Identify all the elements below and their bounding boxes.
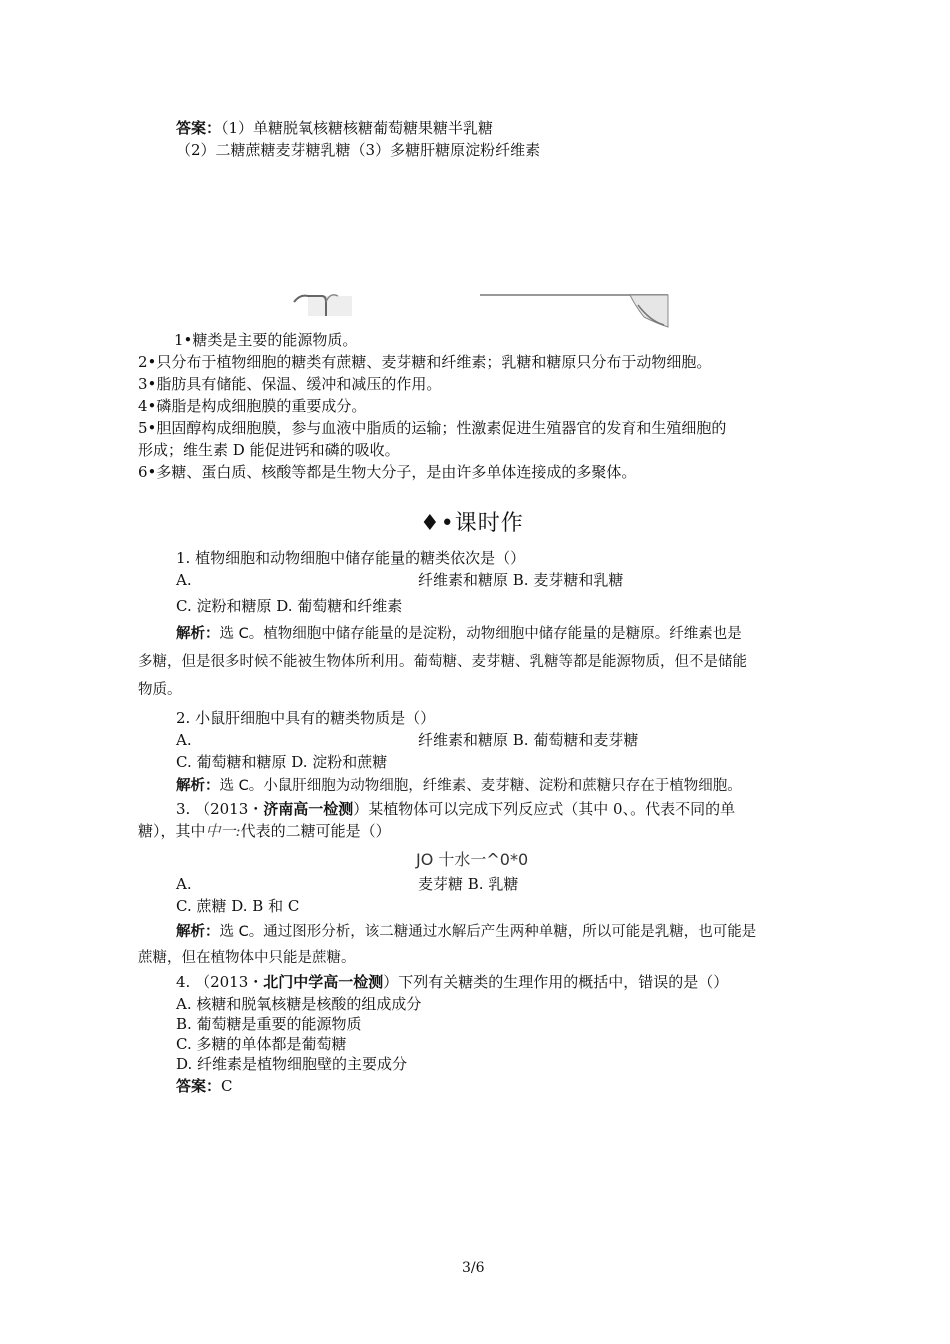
summary-item-2: 2•只分布于植物细胞的糖类有蔗糖、麦芽糖和纤维素；乳糖和糖原只分布于动物细胞。 (138, 353, 712, 371)
answer-top-line1 (176, 118, 493, 138)
q3-stem-pre: 3. （2013・ (176, 800, 264, 818)
summary-item-1: 1•糖类是主要的能源物质。 (174, 331, 358, 349)
q4-stem-pre: 4. （2013・ (176, 973, 264, 991)
banner-left-graphic (292, 290, 354, 318)
q3-stem-line2-pre: 糖），其中 (138, 822, 206, 840)
q4-stem (176, 972, 728, 992)
q1-analysis-line1 (176, 624, 742, 644)
page-number: 3/6 (462, 1260, 485, 1276)
q2-analysis-text: 选 C。小鼠肝细胞为动物细胞，纤维素、麦芽糖、淀粉和蔗糖只存在于植物细胞。 (219, 778, 742, 794)
q3-stem-line2 (138, 821, 391, 841)
q2-stem: 2. 小鼠肝细胞中具有的糖类物质是（） (176, 709, 436, 727)
section-title: ♦•课时作 (420, 511, 524, 536)
banner-right-graphic (480, 293, 670, 329)
summary-item-4: 4•磷脂是构成细胞膜的重要成分。 (138, 397, 367, 415)
q3-stem-line1 (176, 799, 735, 819)
q3-analysis-line2: 蔗糖，但在植物体中只能是蔗糖。 (138, 950, 356, 966)
q1-analysis-line3: 物质。 (138, 682, 182, 698)
q4-option-a: A. 核糖和脱氧核糖是核酸的组成成分 (176, 995, 422, 1013)
q3-stem-source: 济南高一检测 (263, 800, 354, 818)
q3-disaccharide-symbol: 中一: (205, 822, 241, 840)
q3-reaction-formula: JO 十水一^0*0 (416, 850, 529, 869)
q3-option-cd: C. 蔗糖 D. B 和 C (176, 897, 300, 915)
summary-item-5-cont: 形成；维生素 D 能促进钙和磷的吸收。 (138, 441, 400, 459)
q3-option-a-label: A. (176, 875, 192, 893)
q1-analysis-line2: 多糖，但是很多时候不能被生物体所利用。葡萄糖、麦芽糖、乳糖等都是能源物质，但不是储能 (138, 654, 747, 670)
q4-answer-label: 答案： (176, 1077, 222, 1095)
q1-analysis-text-1: 选 C。植物细胞中储存能量的是淀粉，动物细胞中储存能量的是糖原。纤维素也是 (219, 626, 742, 642)
answer-text-1: （1）单糖脱氧核糖核糖葡萄糖果糖半乳糖 (221, 119, 494, 137)
q1-stem: 1. 植物细胞和动物细胞中储存能量的糖类依次是（） (176, 549, 526, 567)
q2-analysis (176, 776, 742, 796)
q2-option-ab: 纤维素和糖原 B. 葡萄糖和麦芽糖 (418, 731, 639, 749)
q3-stem-line2-post: 代表的二糖可能是（） (240, 822, 391, 840)
q3-analysis-text-1: 选 C。通过图形分析，该二糖通过水解后产生两种单糖，所以可能是乳糖，也可能是 (219, 924, 757, 940)
q2-analysis-label: 解析： (176, 778, 220, 794)
q1-analysis-label: 解析： (176, 626, 220, 642)
q3-analysis-label: 解析： (176, 924, 220, 940)
q4-stem-post: ）下列有关糖类的生理作用的概括中，错误的是（） (383, 973, 729, 991)
q1-option-ab: 纤维素和糖原 B. 麦芽糖和乳糖 (418, 571, 624, 589)
q4-option-d: D. 纤维素是植物细胞壁的主要成分 (176, 1055, 408, 1073)
q4-option-b: B. 葡萄糖是重要的能源物质 (176, 1015, 362, 1033)
q3-analysis-line1 (176, 922, 756, 942)
q1-option-a-label: A. (176, 571, 192, 589)
q3-option-ab: 麦芽糖 B. 乳糖 (418, 875, 519, 893)
q4-option-c: C. 多糖的单体都是葡萄糖 (176, 1035, 347, 1053)
summary-item-3: 3•脂肪具有储能、保温、缓冲和减压的作用。 (138, 375, 442, 393)
q3-stem-post: ）某植物体可以完成下列反应式（其中 0、。代表不同的单 (353, 800, 736, 818)
q2-option-a-label: A. (176, 731, 192, 749)
summary-item-6: 6•多糖、蛋白质、核酸等都是生物大分子，是由许多单体连接成的多聚体。 (138, 463, 637, 481)
answer-top-line2: （2）二糖蔗糖麦芽糖乳糖（3）多糖肝糖原淀粉纤维素 (176, 141, 541, 159)
q1-option-cd: C. 淀粉和糖原 D. 葡萄糖和纤维素 (176, 597, 403, 615)
q2-option-cd: C. 葡萄糖和糖原 D. 淀粉和蔗糖 (176, 753, 388, 771)
answer-label: 答案： (176, 119, 222, 137)
q4-answer (176, 1076, 233, 1096)
q4-answer-value: C (221, 1077, 233, 1095)
q4-stem-source: 北门中学高一检测 (263, 973, 384, 991)
summary-item-5: 5•胆固醇构成细胞膜，参与血液中脂质的运输；性激素促进生殖器官的发育和生殖细胞的 (138, 419, 727, 437)
